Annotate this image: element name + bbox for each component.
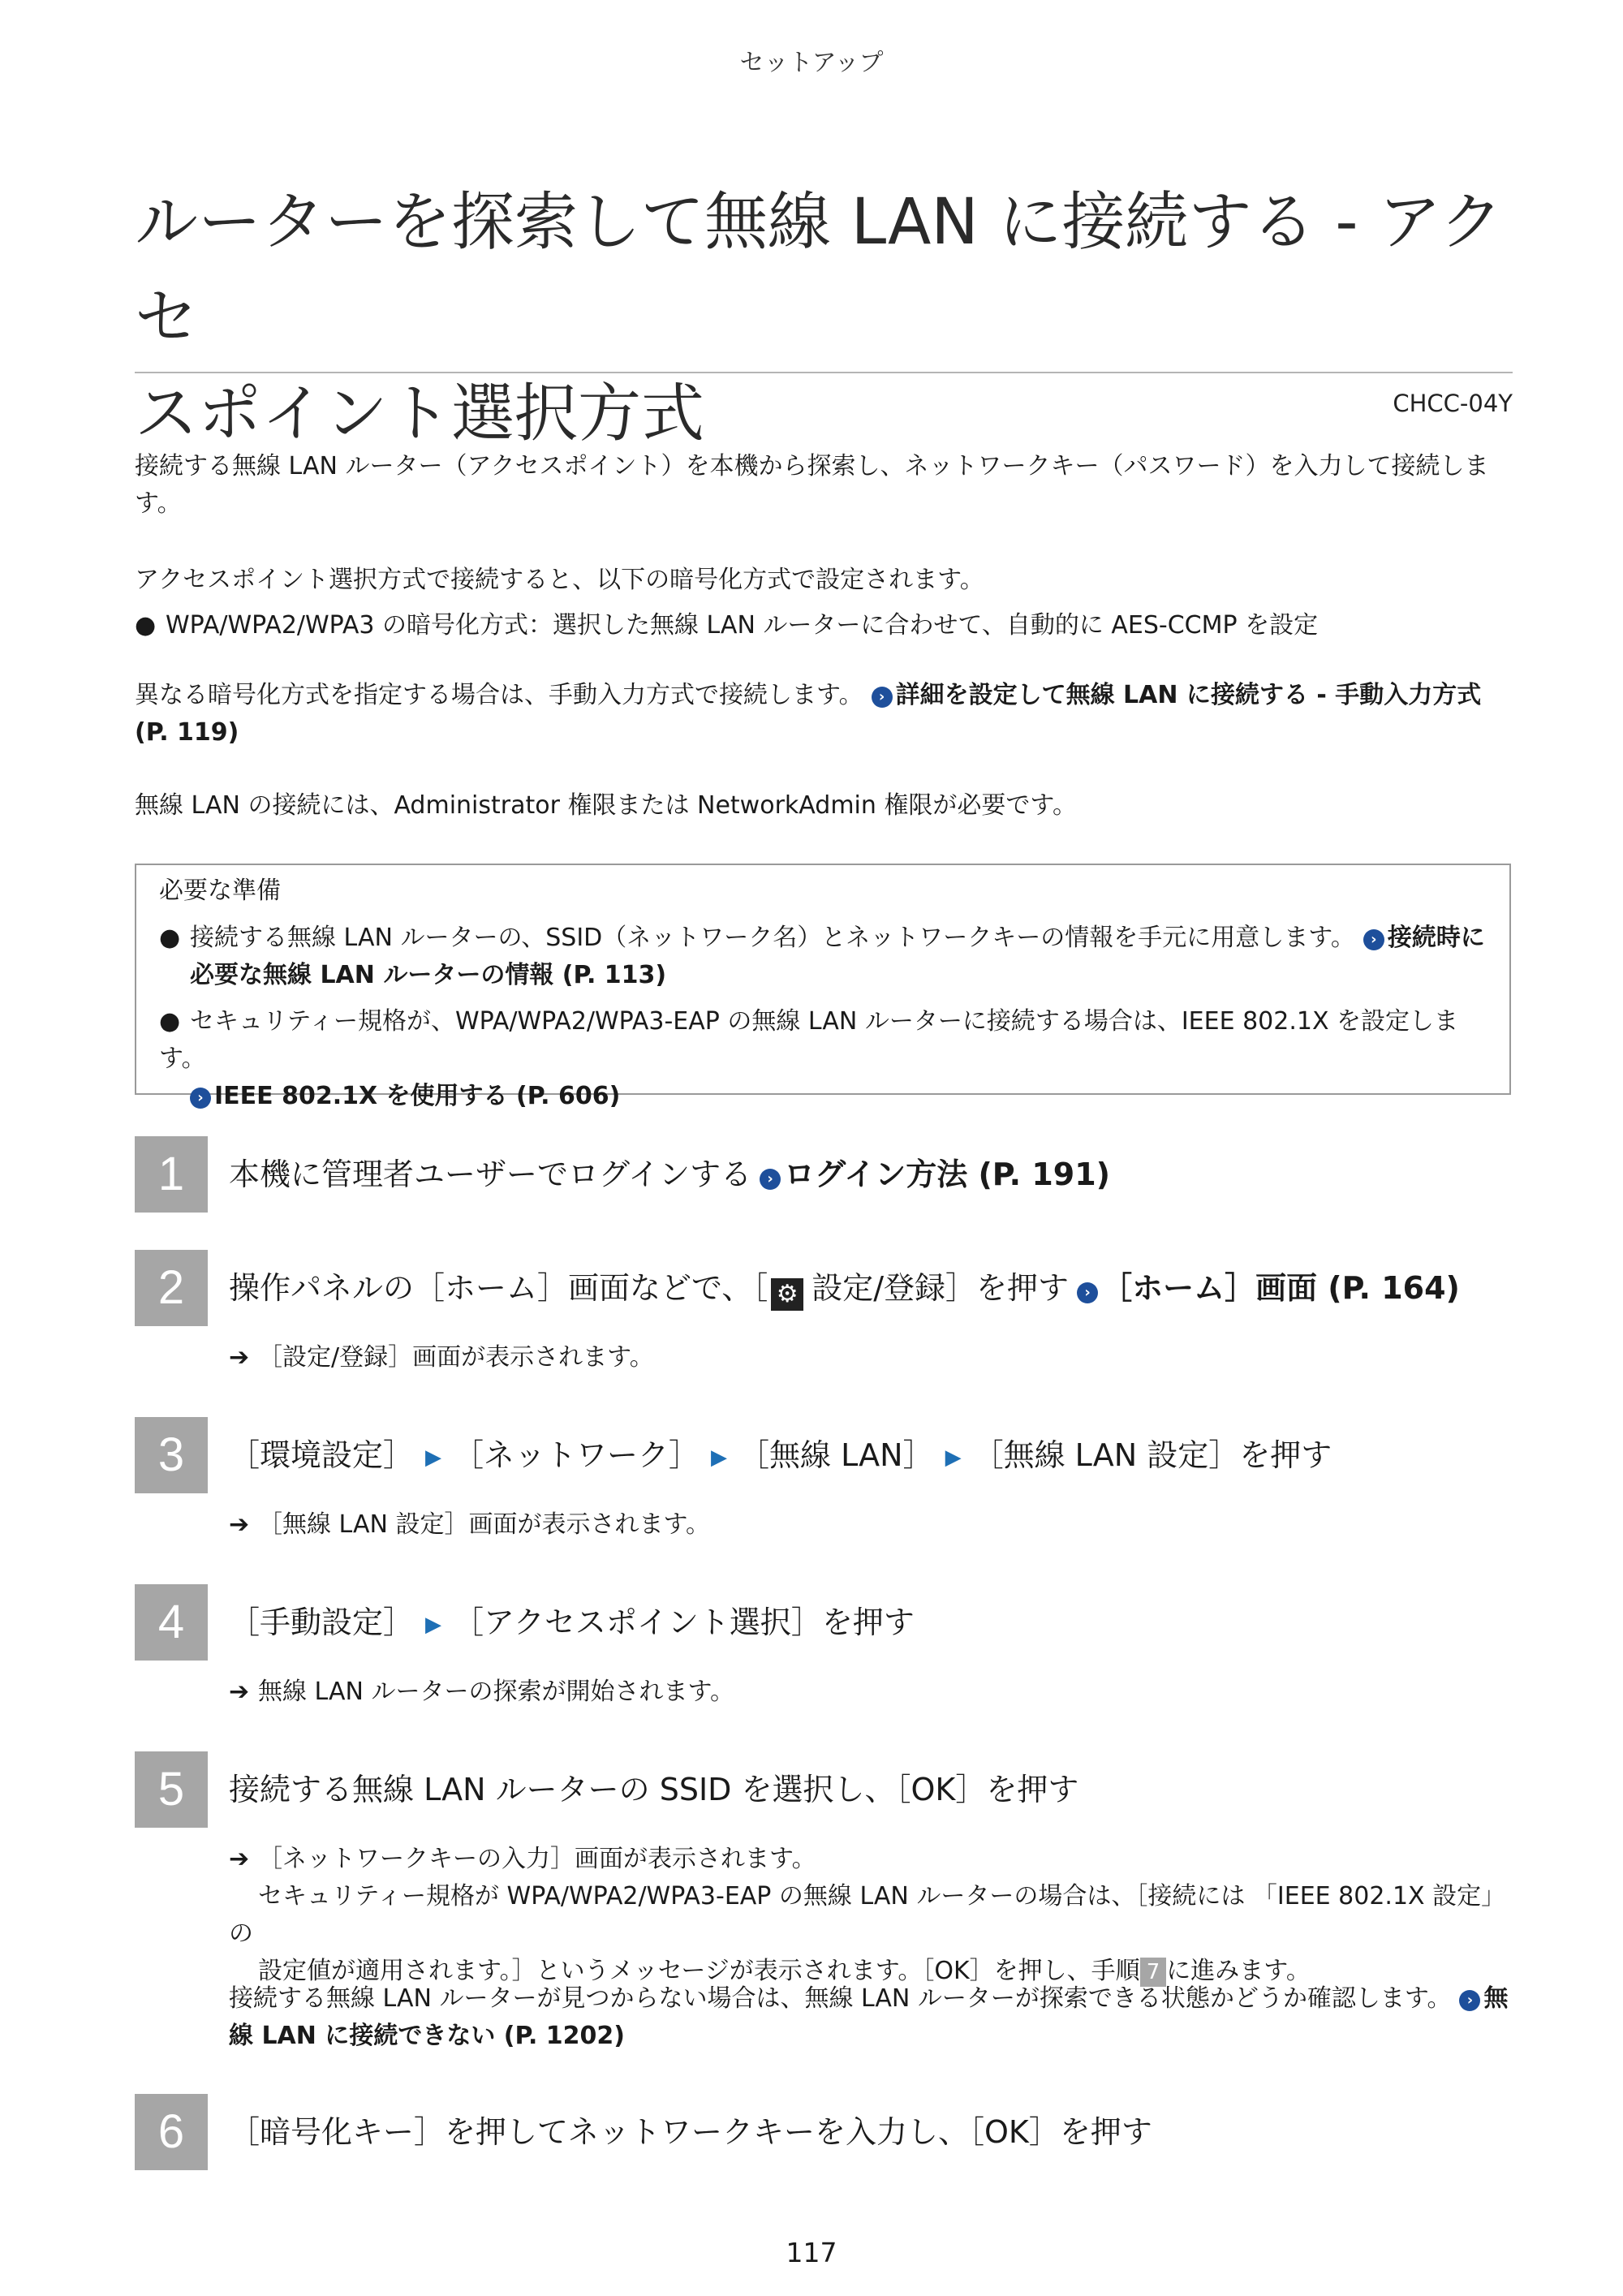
bullet-dot: ● [159,924,181,952]
intro-paragraph-2: アクセスポイント選択方式で接続すると、以下の暗号化方式で設定されます。 [135,566,984,594]
triangle-right-icon: ▶ [425,1445,442,1470]
step-2-instruction-b: 設定/登録］を押す [812,1270,1070,1306]
step-4-text [229,1598,915,1649]
title-divider [135,372,1513,373]
step-4-part-2: ［アクセスポイント選択］を押す [453,1605,915,1640]
step-2-result-text: ［設定/登録］画面が表示されます。 [258,1343,654,1372]
step-3-part-3: ［無線 LAN］ [738,1437,934,1473]
step-5-result-line-2: セキュリティー規格が WPA/WPA2/WPA3-EAP の無線 LAN ルーターの場合は、［接続には 「IEEE 802.1X 設定」 の [229,1882,1506,1948]
intro-p1-line1: 接続する無線 LAN ルーター（アクセスポイント）を本機から探索し、ネットワークキー（パスワード）を入力して接続しま [135,452,1489,480]
result-arrow-icon: ➔ [229,1845,250,1873]
step-2-text [229,1264,1460,1312]
router-info-link-b[interactable]: 必要な無線 LAN ルーターの情報 (P. 113) [190,961,667,989]
link-arrow-icon: › [190,1088,211,1109]
triangle-right-icon: ▶ [945,1445,962,1470]
step-5-note [229,1980,1511,2055]
manual-entry-link[interactable]: 詳細を設定して無線 LAN に接続する - 手動入力方式 [895,681,1482,709]
preparation-item-2 [159,1003,1490,1115]
title-line-1: ルーターを探索して無線 LAN に接続する - アクセ [135,186,1503,355]
running-header: セットアップ [739,49,884,77]
result-arrow-icon: ➔ [229,1678,250,1706]
step-2-result [229,1339,1511,1376]
page-number: 117 [786,2237,837,2268]
page-title [135,174,1514,462]
step-4-part-1: ［手動設定］ [229,1605,415,1640]
step-number-2: 2 [135,1250,208,1326]
cannot-connect-link-a[interactable]: 無 [1483,1984,1509,2013]
intro-p1-line2: す。 [135,489,182,518]
step-number-6: 6 [135,2094,208,2170]
step-3-part-2: ［ネットワーク］ [453,1437,700,1473]
step-4-result [229,1674,1511,1711]
document-id: CHCC-04Y [1393,390,1513,417]
bullet-dot: ● [135,611,157,640]
step-number-5: 5 [135,1751,208,1828]
result-arrow-icon: ➔ [229,1510,250,1539]
cannot-connect-link-b[interactable]: 線 LAN に接続できない (P. 1202) [229,2022,626,2050]
intro-bullet-text: WPA/WPA2/WPA3 の暗号化方式：選択した無線 LAN ルーターに合わせて、自動的に AES-CCMP を設定 [166,611,1319,640]
router-info-link-a[interactable]: 接続時に [1387,924,1485,952]
step-5-text: 接続する無線 LAN ルーターの SSID を選択し、［OK］を押す [229,1772,1079,1807]
step-3-result [229,1506,1511,1544]
triangle-right-icon: ▶ [425,1613,442,1637]
step-6-text: ［暗号化キー］を押してネットワークキーを入力し、［OK］を押す [229,2114,1152,2150]
step-3-result-text: ［無線 LAN 設定］画面が表示されます。 [258,1510,711,1539]
intro-bullet [135,607,1514,644]
step-3-part-1: ［環境設定］ [229,1437,415,1473]
step-3-part-4: ［無線 LAN 設定］を押す [972,1437,1332,1473]
step-5-result-line-3a: 設定値が適用されます。］というメッセージが表示されます。［OK］を押し、手順 [258,1957,1140,1985]
gear-icon: ⚙ [771,1278,803,1311]
home-screen-link[interactable]: ［ホーム］画面 (P. 164) [1101,1270,1460,1306]
preparation-title: 必要な準備 [159,877,281,905]
step-number-4: 4 [135,1584,208,1661]
intro-paragraph-1 [135,448,1514,523]
intro-p3-text: 異なる暗号化方式を指定する場合は、手動入力方式で接続します。 [135,681,863,709]
ieee-8021x-link[interactable]: IEEE 802.1X を使用する (P. 606) [214,1082,621,1110]
step-5-result-line-3b: に進みます。 [1166,1957,1311,1985]
login-method-link[interactable]: ログイン方法 (P. 191) [784,1157,1111,1192]
step-reference-badge[interactable]: 7 [1140,1958,1167,1987]
step-1-text [229,1150,1110,1199]
link-arrow-icon: › [760,1169,781,1190]
step-number-3: 3 [135,1417,208,1493]
link-arrow-icon: › [1077,1282,1098,1303]
step-2-instruction-a: 操作パネルの［ホーム］画面などで、［ [229,1270,768,1306]
step-number-1: 1 [135,1136,208,1213]
link-arrow-icon: › [872,687,893,708]
title-line-2: スポイント選択方式 [135,377,705,450]
step-1-instruction: 本機に管理者ユーザーでログインする [229,1157,752,1192]
step-5-note-text: 接続する無線 LAN ルーターが見つからない場合は、無線 LAN ルーターが探索できる状態かどうか確認します。 [229,1984,1452,2013]
link-arrow-icon: › [1363,929,1384,950]
bullet-dot: ● [159,1007,181,1036]
prep-item2-text: セキュリティー規格が、WPA/WPA2/WPA3-EAP の無線 LAN ルーターに接続する場合は、IEEE 802.1X を設定します。 [159,1007,1459,1073]
intro-paragraph-3 [135,677,1514,752]
intro-paragraph-4: 無線 LAN の接続には、Administrator 権限または NetworkAdmin 権限が必要です。 [135,791,1078,820]
link-arrow-icon: › [1459,1990,1480,2011]
step-3-text [229,1431,1332,1482]
step-5-result [229,1841,1511,1990]
prep-item1-text: 接続する無線 LAN ルーターの、SSID（ネットワーク名）とネットワークキーの情報を手元に用意します。 [190,924,1355,952]
preparation-item-1 [159,920,1490,994]
step-5-result-line-1: ［ネットワークキーの入力］画面が表示されます。 [258,1845,816,1873]
result-arrow-icon: ➔ [229,1343,250,1372]
triangle-right-icon: ▶ [711,1445,728,1470]
step-4-result-text: 無線 LAN ルーターの探索が開始されます。 [258,1678,735,1706]
manual-entry-link-page[interactable]: (P. 119) [135,718,239,747]
